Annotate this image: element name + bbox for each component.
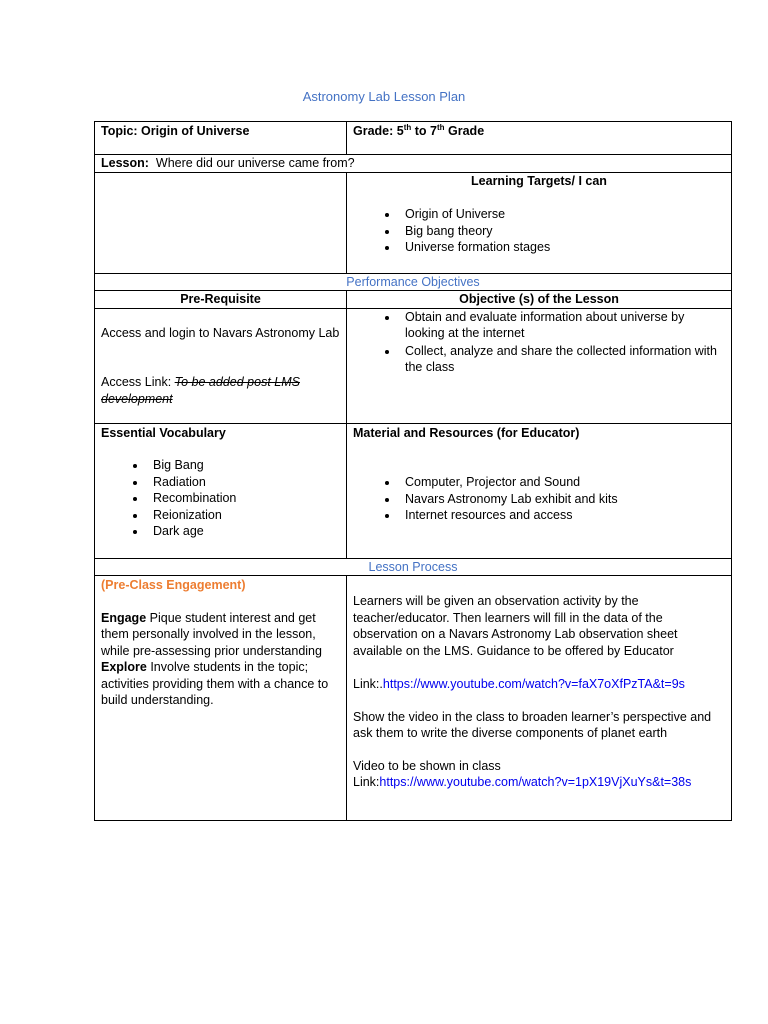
list-item: • Obtain and evaluate information about universe by looking at the internet [399,309,725,342]
grade-cell [347,122,732,155]
learning-targets-cell [347,172,732,273]
link1-label: Link:. [353,677,383,691]
lesson-plan-table [94,121,732,821]
vocabulary-cell [95,423,347,558]
learning-targets-list [353,206,725,256]
list-item: • Origin of Universe [399,206,725,223]
list-item: • Universe formation stages [399,239,725,256]
vocab-materials-row [95,423,732,558]
prerequisite-text: Access and login to Navars Astronomy Lab [101,325,340,340]
materials-list [353,474,725,524]
youtube-link-1[interactable]: https://www.youtube.com/watch?v=faX7oXfPzTA&t=9s [382,677,685,691]
list-item: • Reionization [147,507,340,524]
activity-cell [347,576,732,821]
lesson-process-content-row [95,576,732,821]
vocabulary-list [101,457,340,540]
prerequisite-cell [95,308,347,423]
lesson-process-row [95,558,732,576]
link2-line [353,774,725,791]
page-title: Astronomy Lab Lesson Plan [302,89,466,104]
objective-heading: Objective (s) of the Lesson [347,291,732,309]
access-link-label: Access Link: [101,375,175,389]
lesson-text: Where did our universe came from? [155,156,355,170]
learning-targets-heading: Learning Targets/ I can [471,173,607,188]
lesson-row [95,155,732,173]
list-item: • Big bang theory [399,223,725,240]
engage-paragraph [101,610,340,660]
pre-class-engagement: (Pre-Class Engagement) [101,578,246,592]
engage-label: Engage [101,610,147,625]
list-item: • Big Bang [147,457,340,474]
list-item: • Collect, analyze and share the collected information with the class [399,343,725,376]
list-item: • Navars Astronomy Lab exhibit and kits [399,491,725,508]
lesson-process-heading: Lesson Process [95,558,732,576]
objectives-content-row [95,308,732,423]
performance-objectives-row [95,273,732,291]
lesson-cell [95,155,732,173]
explore-paragraph [101,659,340,709]
prerequisite-heading: Pre-Requisite [95,291,347,309]
explore-text: Involve students in the topic; activities providing them with a chance to build understanding. [101,660,329,707]
video-text: Show the video in the class to broaden learner’s perspective and ask them to write the diverse components of planet earth [353,709,712,740]
engagement-cell [95,576,347,821]
engage-text: Pique student interest and get them personally involved in the lesson, while pre-assessing prior understanding [101,610,322,658]
list-item: • Radiation [147,474,340,491]
objectives-list [353,309,725,376]
youtube-link-2[interactable]: https://www.youtube.com/watch?v=1pX19VjXuYs&t=38s [379,775,692,789]
list-item: • Internet resources and access [399,507,725,524]
materials-heading: Material and Resources (for Educator) [353,425,580,440]
video-label: Video to be shown in class [353,758,501,773]
list-item: • Recombination [147,490,340,507]
explore-label: Explore [101,660,147,674]
link2-label: Link: [353,775,380,789]
vocabulary-heading: Essential Vocabulary [101,425,226,440]
learning-targets-row [95,172,732,273]
list-item: • Computer, Projector and Sound [399,474,725,491]
grade-text: Grade: 5th to 7th Grade [353,122,485,138]
topic-cell [95,122,347,155]
lesson-label: Lesson: [101,156,149,170]
materials-cell [347,423,732,558]
performance-objectives-heading: Performance Objectives [95,273,732,291]
topic-text: Topic: Origin of Universe [101,124,250,138]
access-link-value: To be added post LMS development [101,375,300,406]
objectives-cell [347,308,732,423]
topic-row [95,122,732,155]
access-link-line [101,374,340,407]
link1-line [353,676,725,693]
list-item: • Dark age [147,523,340,540]
objectives-subheading-row [95,291,732,309]
activity-text: Learners will be given an observation activity by the teacher/educator. Then learners will fill in the data of the observation on a Navars Astronomy Lab observation sheet available on the LMS. Guidance to be offered by Educator [353,594,678,658]
learning-targets-empty-cell [95,172,347,273]
